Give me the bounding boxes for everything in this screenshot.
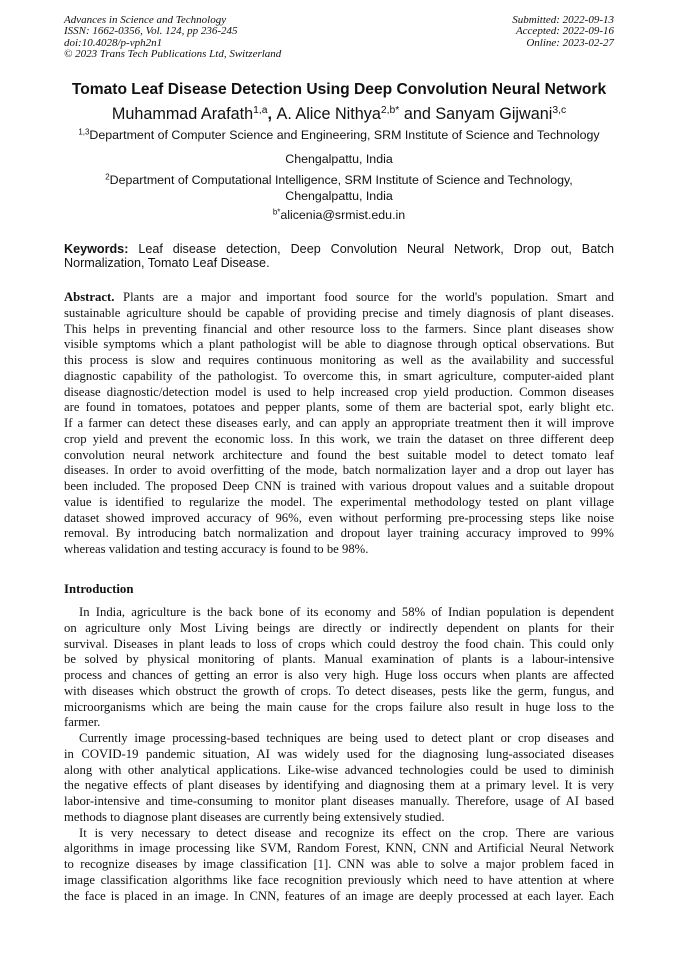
affiliation-text: Department of Computer Science and Engineering, SRM Institute of Science and Technology <box>89 128 600 142</box>
copyright: © 2023 Trans Tech Publications Ltd, Switzerland <box>64 48 282 61</box>
paragraph-line: with diseases which obstruct the growth of crops. To detect diseases, pests like the germ, fungus, and <box>64 683 614 698</box>
abstract-line: dataset showed improved accuracy of 96%, even without performing pre-processing steps like noise <box>64 510 614 525</box>
doi: doi:10.4028/p-vph2n1 <box>64 36 163 49</box>
abstract-line: diagnostic capability of the pathologist. To overcome this, in smart agriculture, computer-aided plant <box>64 368 614 383</box>
online-date: Online: 2023-02-27 <box>526 36 614 49</box>
paragraph <box>64 605 614 731</box>
paragraph-line: in COVID-19 pandemic situation, AI was widely used for the diagnosing lung-associated diseases <box>64 746 614 761</box>
affiliation-text: Department of Computational Intelligence, SRM Institute of Science and Technology, <box>109 173 573 187</box>
affiliation-marker: 1,3 <box>78 127 90 137</box>
publication-dates <box>512 15 614 49</box>
paragraph <box>64 826 614 905</box>
email-marker: b* <box>272 207 281 217</box>
email-address[interactable]: alicenia@srmist.edu.in <box>280 208 406 222</box>
abstract-line: value is identified to regularize the model. The experimental methodology tested on plant village <box>64 494 614 509</box>
keywords <box>64 243 614 270</box>
abstract-line: visible symptoms which a plant pathologist will be able to diagnose through optical observations. But <box>64 337 614 352</box>
author-name: Sanyam Gijwani <box>435 105 553 123</box>
abstract-label: Abstract. <box>64 290 115 304</box>
author-affiliation-marker: 1,a <box>253 104 268 116</box>
abstract-line: disease diagnostic/detection model is used to help increased crop yield production. Common diseases <box>64 384 614 399</box>
abstract-line: This helps in preventing financial and other resource loss to the farmers. Since plant diseases show <box>64 321 614 336</box>
author-list <box>40 105 638 124</box>
author-name: Muhammad Arafath <box>111 105 254 123</box>
journal-info <box>64 15 281 61</box>
abstract-text: Plants are a major and important food source for the world's population. Smart and <box>114 290 614 304</box>
abstract-line: are found in tomatoes, potatoes and pepper plants, some of them are bacterial spot, early blight etc. <box>64 400 614 415</box>
author-separator: and <box>399 105 436 123</box>
paragraph-line: on agriculture only Most Living beings are directly or indirectly dependent on plants for their <box>64 620 614 635</box>
paragraph-line: methods to diagnose plant diseases are currently being extensively studied. <box>64 809 445 824</box>
author-affiliation-marker: 2,b* <box>380 104 400 116</box>
paragraph-line: the face is placed in an image. In CNN, features of an image are deeply processed at each layer. Each <box>64 888 614 903</box>
paragraph-line: labor-intensive and time-consuming to monitor plant diseases manually. Therefore, usage of AI based <box>64 794 614 808</box>
paragraph-line: survival. Diseases in plant leads to loss of crops which could destroy the food chain. This could only <box>64 636 614 651</box>
paragraph-line: along with other analytical applications. Like-wise advanced technologies could be used to diminish <box>64 762 614 777</box>
abstract-line: removal. By introducing batch normalization and dropout layer training accuracy improved to 99% <box>64 526 614 541</box>
author-affiliation-marker: 3,c <box>552 104 567 116</box>
paragraph-line: It is very necessary to detect disease and recognize its effect on the crop. There are various <box>79 825 614 840</box>
section-heading-introduction: Introduction <box>64 582 134 596</box>
paragraph-line: farmer. <box>64 715 101 730</box>
abstract-line <box>64 290 614 306</box>
paragraph-line: In India, agriculture is the back bone of its economy and 58% of Indian population is dependent <box>79 605 614 619</box>
keywords-label: Keywords: <box>64 242 129 256</box>
affiliation-marker: 2 <box>105 172 110 182</box>
journal-name: Advances in Science and Technology <box>64 14 227 26</box>
accepted-date: Accepted: 2022-09-16 <box>515 25 614 38</box>
submitted-date: Submitted: 2022-09-13 <box>512 14 614 26</box>
abstract-line: crop yield and prevent the economic loss. In this work, we train the dataset on three different deep <box>64 431 614 446</box>
paragraph-line: algorithms in image processing like SVM, Random Forest, KNN, CNN and Artificial Neural Network <box>64 841 614 856</box>
paragraph-line: to recognize diseases by image classification [1]. CNN was able to solve a major problem faced in <box>64 857 614 871</box>
abstract-line: been included. The proposed Deep CNN is trained with various dropout values and a suitable dropout <box>64 479 614 493</box>
paragraph-line: microorganisms which are being the main cause for the crops failure also result in huge loss to the <box>64 699 614 714</box>
abstract <box>64 290 614 558</box>
introduction-body <box>64 605 614 904</box>
abstract-line: If a farmer can detect these diseases early, and can apply an appropriate treatment then it will improve <box>64 416 614 430</box>
author-name: A. Alice Nithya <box>276 105 381 123</box>
paragraph <box>64 731 614 826</box>
abstract-line: this process is slow and requires continuous monitoring as well as the availability and successful <box>64 353 614 367</box>
paragraph-line: be solved by physical monitoring of plants. Manual examination of plants is a labour-intensive <box>64 652 614 667</box>
abstract-line: sustainable agriculture should be capable of providing precise and timely diagnosis of plant diseases. <box>64 305 614 320</box>
keywords-text: Normalization, Tomato Leaf Disease. <box>64 255 270 270</box>
issn-volume: ISSN: 1662-0356, Vol. 124, pp 236-245 <box>64 25 238 38</box>
abstract-line: diseases. In order to avoid overfitting of the mode, batch normalization layer and a drop out layer has <box>64 463 614 478</box>
abstract-line: whereas validation and testing accuracy is found to be 98%. <box>64 542 369 556</box>
affiliation-2-location: Chengalpattu, India <box>285 189 393 203</box>
abstract-line: convolution neural network architecture and found the best suitable model to detect tomato leaf <box>64 447 614 462</box>
affiliation-1 <box>40 128 638 142</box>
affiliation-2 <box>40 173 638 187</box>
corresponding-email <box>40 208 638 222</box>
paragraph-line: Currently image processing-based techniques are being used to detect plant or crop diseases and <box>79 731 614 745</box>
paper-title: Tomato Leaf Disease Detection Using Deep Convolution Neural Network <box>71 81 607 98</box>
paragraph-line: image classification algorithms like face recognition previously which need to have attention at where <box>64 872 614 887</box>
author-separator: , <box>267 105 277 123</box>
keywords-text: Leaf disease detection, Deep Convolution Neural Network, Drop out, Batch <box>138 242 614 256</box>
affiliation-1-location: Chengalpattu, India <box>285 152 393 166</box>
paragraph-line: the negative effects of plant diseases by identifying and diagnosing them at a primary level. It is very <box>64 778 614 793</box>
paragraph-line: process and chances of getting an error is also very high. Huge loss occurs when plants are affected <box>64 668 614 682</box>
